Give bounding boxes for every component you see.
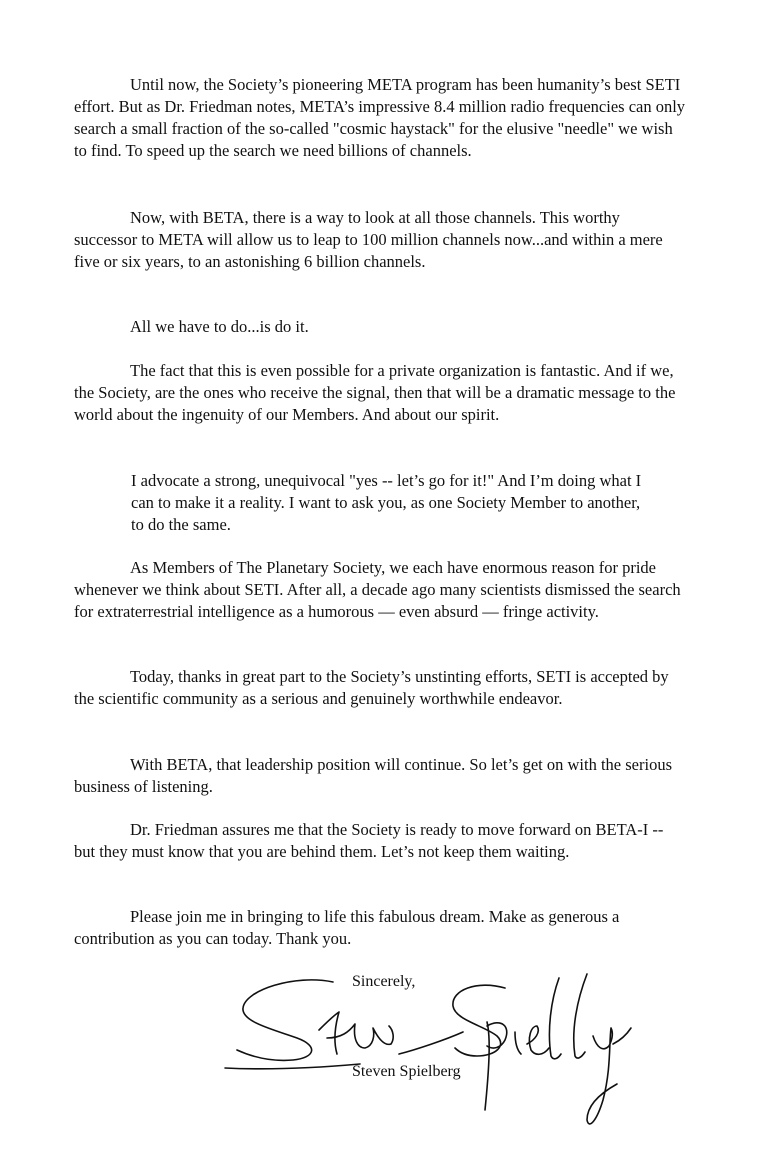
paragraph-text: With BETA, that leadership position will continue. So let’s get on with the serious business of listening. — [74, 755, 672, 796]
paragraph-private-organization — [74, 360, 686, 426]
paragraph-beta-i — [74, 819, 686, 863]
signer-name: Steven Spielberg — [352, 1063, 461, 1080]
paragraph-text: Now, with BETA, there is a way to look at all those channels. This worthy successor to META will allow us to leap to 100 million channels now...and within a mere five or six years, to an astonishing 6 billion channels. — [74, 208, 663, 271]
paragraph-beta-channels — [74, 207, 686, 273]
paragraph-today — [74, 666, 686, 710]
paragraph-text: Dr. Friedman assures me that the Society is ready to move forward on BETA-I -- but they must know that you are behind them. Let’s not keep them waiting. — [74, 820, 664, 861]
paragraph-text: Today, thanks in great part to the Society’s unstinting efforts, SETI is accepted by the scientific community as a serious and genuinely worthwhile endeavor. — [74, 667, 669, 708]
paragraph-text: Until now, the Society’s pioneering META program has been humanity’s best SETI effort. But as Dr. Friedman notes, META’s impressive 8.4 million radio frequencies can only search a small fraction of the so-called "cosmic haystack" for the elusive "needle" we wish to find. To speed up the search we need billions of channels. — [74, 75, 686, 160]
paragraph-members-pride — [74, 557, 686, 623]
paragraph-text: Please join me in bringing to life this fabulous dream. Make as generous a contribution as you can today. Thank you. — [74, 907, 620, 948]
paragraph-text: I advocate a strong, unequivocal "yes -- let’s go for it!" And I’m doing what I can to make it a reality. I want to ask you, as one Society Member to another, to do the same. — [131, 471, 642, 534]
paragraph-text: The fact that this is even possible for a private organization is fantastic. And if we, the Society, are the ones who receive the signal, then that will be a dramatic message to the world about the ingenuity of our Members. And about our spirit. — [74, 361, 676, 424]
paragraph-advocate — [131, 470, 651, 536]
paragraph-please-join — [74, 906, 686, 950]
closing-salutation: Sincerely, — [352, 973, 416, 990]
handwritten-signature — [215, 960, 655, 1145]
paragraph-leadership — [74, 754, 686, 798]
paragraph-meta-program — [74, 74, 686, 162]
paragraph-text: As Members of The Planetary Society, we each have enormous reason for pride whenever we think about SETI. After all, a decade ago many scientists dismissed the search for extraterrestrial intelligence as a humorous — even absurd — fringe activity. — [74, 558, 681, 621]
paragraph-do-it — [74, 316, 686, 338]
paragraph-text: All we have to do...is do it. — [130, 317, 309, 336]
